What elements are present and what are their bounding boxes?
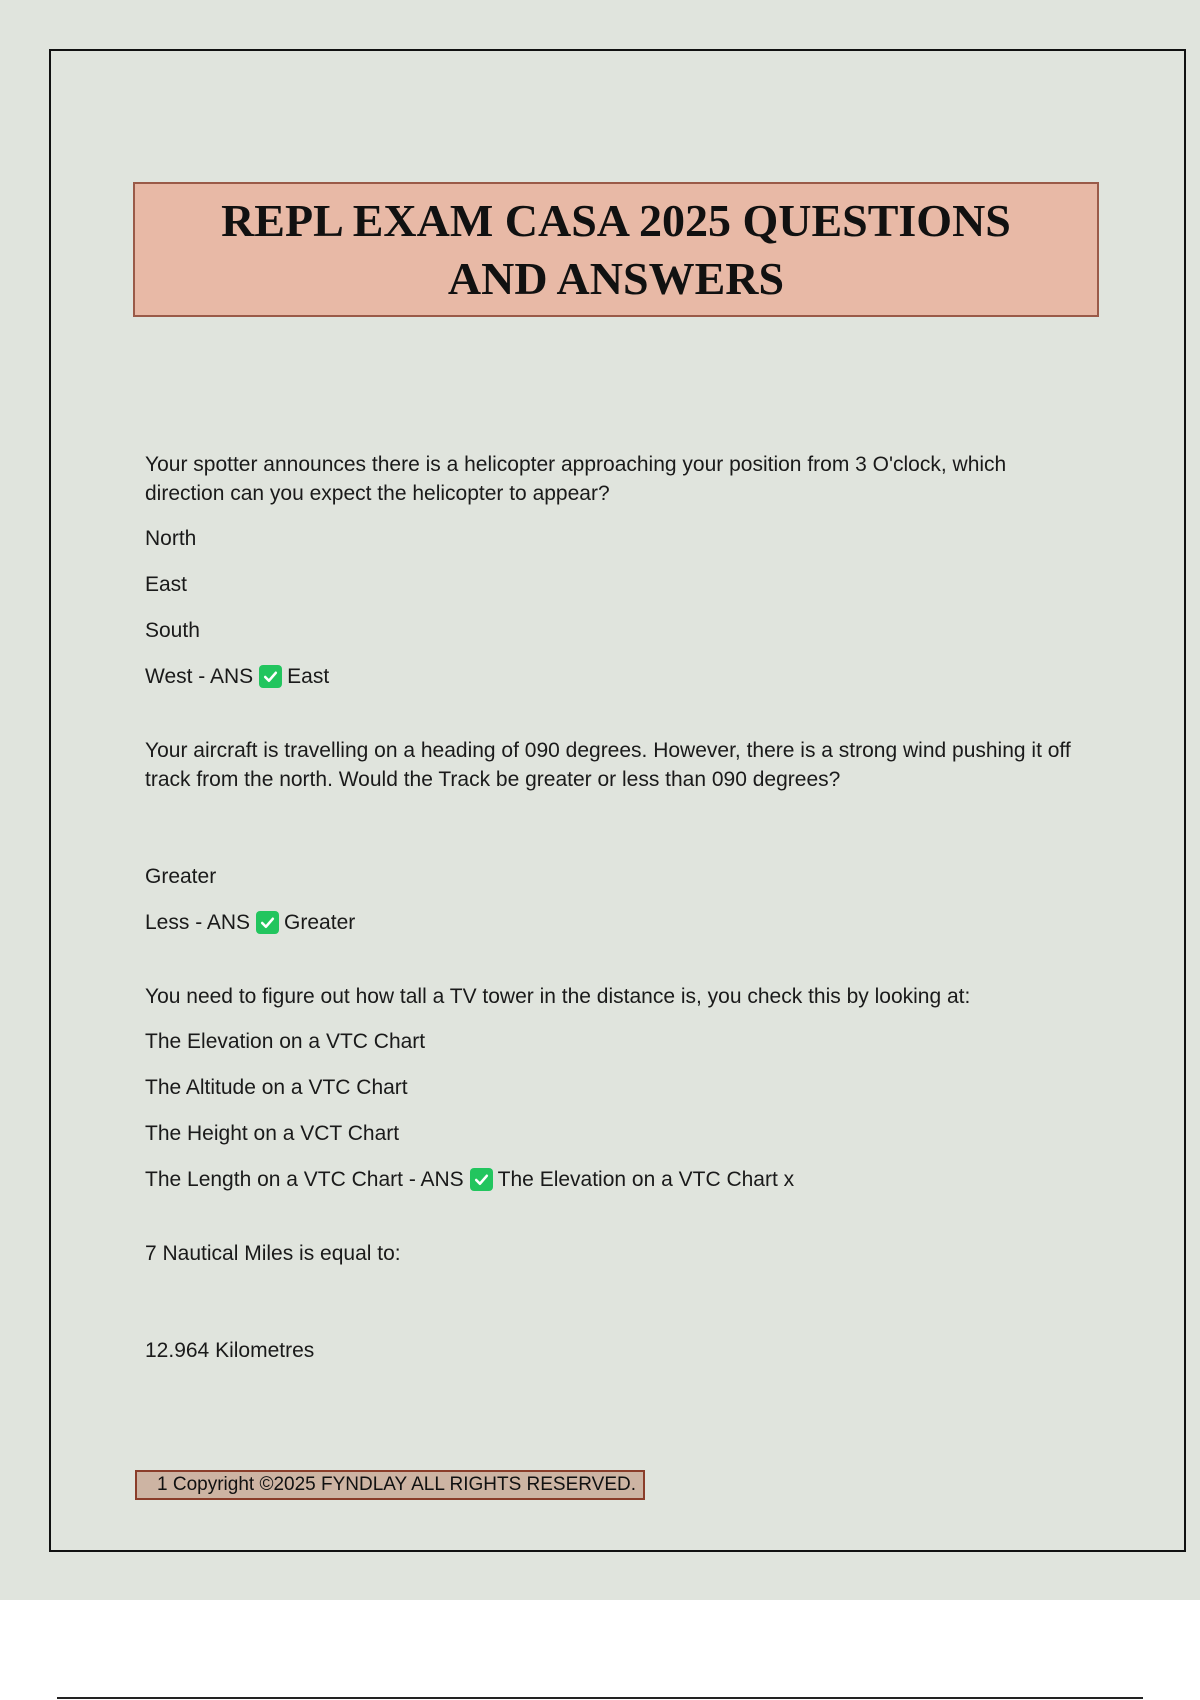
option: North xyxy=(145,527,197,550)
question-text: Your aircraft is travelling on a heading of 090 degrees. However, there is a strong wind pushing it off track from the north. Would the Track be greater or less than 090 degrees? xyxy=(145,739,1071,791)
answer-value: The Elevation on a VTC Chart x xyxy=(497,1168,795,1191)
answer-prefix: Less - ANS xyxy=(145,911,251,934)
question-text: 7 Nautical Miles is equal to: xyxy=(145,1242,401,1265)
check-icon xyxy=(256,911,279,934)
answer-line xyxy=(145,908,1085,937)
copyright-footer: 1 Copyright ©2025 FYNDLAY ALL RIGHTS RESERVED. xyxy=(135,1470,645,1500)
option: The Elevation on a VTC Chart xyxy=(145,1030,426,1053)
answer-value: Greater xyxy=(284,911,356,934)
option: South xyxy=(145,619,200,642)
answer-line xyxy=(145,662,1085,691)
question-text: Your spotter announces there is a helicopter approaching your position from 3 O'clock, which direction can you expect the helicopter to appear? xyxy=(145,453,1007,505)
option: East xyxy=(145,573,188,596)
check-icon xyxy=(470,1168,493,1191)
question-text: You need to figure out how tall a TV tower in the distance is, you check this by looking at: xyxy=(145,985,971,1008)
page-title: REPL EXAM CASA 2025 QUESTIONS AND ANSWERS xyxy=(221,194,1011,304)
option: The Altitude on a VTC Chart xyxy=(145,1076,408,1099)
option: The Height on a VCT Chart xyxy=(145,1122,400,1145)
answer-prefix: The Length on a VTC Chart - ANS xyxy=(145,1168,464,1191)
divider xyxy=(57,1697,1143,1699)
option: 12.964 Kilometres xyxy=(145,1339,315,1362)
option: Greater xyxy=(145,865,217,888)
answer-prefix: West - ANS xyxy=(145,665,254,688)
answer-line xyxy=(145,1165,1085,1194)
answer-value: East xyxy=(287,665,330,688)
title-banner xyxy=(133,182,1099,317)
qa-content xyxy=(145,450,1085,1382)
check-icon xyxy=(259,665,282,688)
